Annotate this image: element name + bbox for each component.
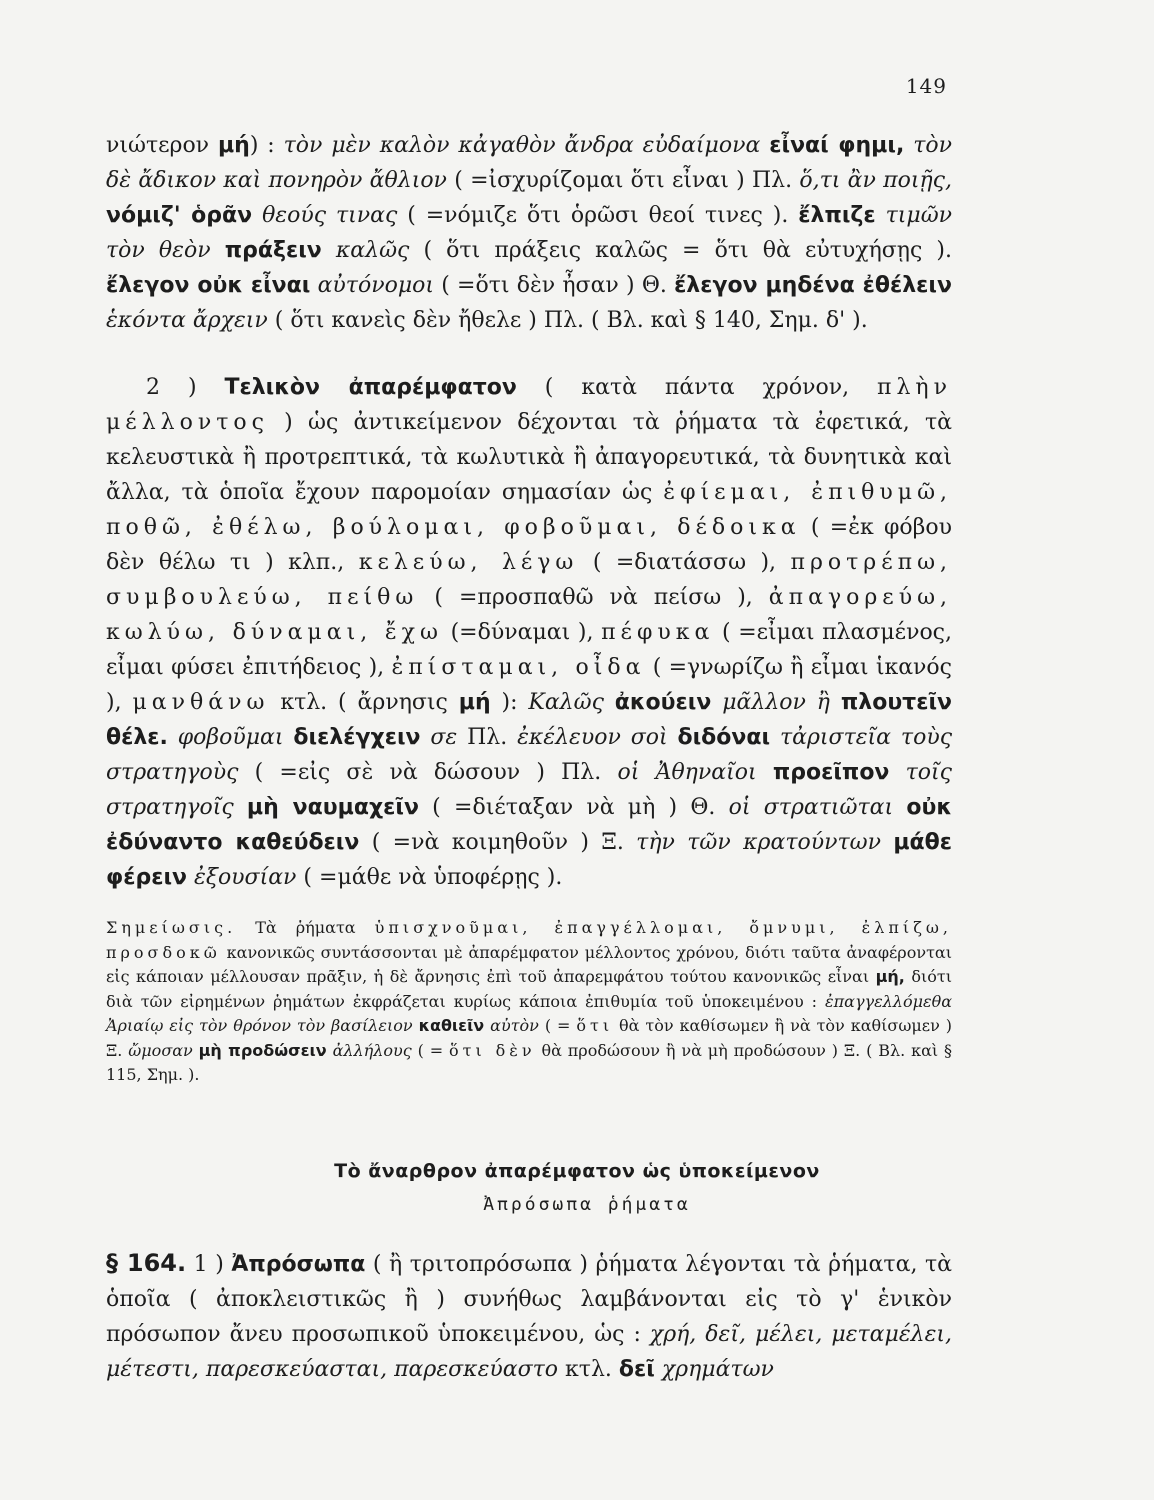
paragraph-continuation (106, 128, 952, 338)
text-run: ( =εἰς σὲ νὰ δώσουν ) Πλ. (238, 760, 618, 785)
text-run: ἑκόντα ἄρχειν (106, 308, 268, 333)
text-run: ( =διέταξαν νὰ μὴ ) Θ. (418, 795, 729, 820)
text-run: πράξειν (224, 238, 322, 263)
text-run: οἱ Ἀθηναῖοι (617, 760, 757, 785)
text-run: αὐτόνομοι (317, 273, 435, 298)
text-run: σε (430, 725, 458, 750)
text-run: ( =εἶμαι πλασμένος, εἶμαι φύσει ἐπιτήδειος ), (106, 620, 952, 680)
text-run: μή (217, 133, 250, 158)
text-run (234, 795, 247, 820)
text-run (904, 133, 913, 158)
text-run: ἀπαγορεύω, κωλύω, δύναμαι, ἔχω (106, 585, 952, 645)
text-run: μή, (875, 967, 905, 986)
text-run: ἔλεγον οὐκ εἶναι (106, 273, 311, 298)
text-run: ἐπαγγελλόμεθα Ἀριαίῳ εἰς τὸν θρόνον τὸν βασίλειον (106, 991, 952, 1035)
section-subheading: Ἀπρόσωπα ῥήματα (483, 1194, 691, 1215)
text-run: ): (490, 690, 529, 715)
text-run: προτρέπω, συμβουλεύω, πείθω (106, 550, 953, 610)
text-run: ( =νὰ κοιμηθοῦν ) Ξ. (359, 830, 637, 855)
text-run: 1 ) (186, 1252, 232, 1277)
text-run: δεῖ (618, 1357, 655, 1382)
text-run: πλουτεῖν θέλε. (106, 690, 953, 750)
text-run (252, 203, 262, 228)
text-run: § 164. (106, 1249, 187, 1277)
text-run: τιμῶν τὸν θεὸν (106, 203, 953, 263)
text-run: ) ὡς ἀντικείμενον δέχονται τὰ ῥήματα τὰ ἐφετικά, τὰ κελευστικὰ ἢ προτρεπτικά, τὰ κωλυτικὰ ἢ ἀπαγορευτικά, τὰ δυνητικὰ καὶ ἄλλα, τὰ ὁποῖα ἔχουν παρομοίαν σημασίαν ὡς (106, 410, 952, 505)
text-run (711, 690, 722, 715)
text-run: ὅ,τι ἂν ποιῇς, (799, 168, 952, 193)
text-run (211, 238, 225, 263)
text-run: φοβοῦμαι (177, 725, 284, 750)
text-run (881, 830, 893, 855)
text-run: ( ὅτι πράξεις καλῶς = ὅτι θὰ εὐτυχήσῃς ). (409, 238, 952, 263)
text-run: ὤμοσαν (128, 1040, 193, 1060)
text-run: (=δύναμαι ), (442, 620, 602, 645)
text-run: αὐτὸν (490, 1016, 539, 1035)
text-run: ( =ἰσχυρίζομαι ὅτι εἶναι ) Πλ. (446, 168, 800, 193)
text-run (760, 133, 769, 158)
text-run (876, 203, 886, 228)
text-run (421, 725, 431, 750)
note-paragraph (106, 916, 952, 1088)
text-run: ( =γνωρίζω ἢ εἶμαι ἱκανός ), (106, 655, 952, 715)
text-run: νιώτερον (106, 133, 218, 158)
text-run: ἐπίσταμαι, οἶδα (391, 655, 646, 680)
text-run (187, 865, 194, 890)
text-run: Τὰ ῥήματα (236, 918, 375, 937)
text-run (757, 760, 773, 785)
text-run (168, 725, 178, 750)
text-run: καθιεῖν (418, 1016, 485, 1035)
text-run: χρημάτων (661, 1357, 774, 1382)
text-run: ἔλπιζε (798, 203, 876, 228)
text-run: μὴ προδώσειν (198, 1040, 327, 1060)
text-run: τὸν μὲν καλὸν κἀγαθὸν ἄνδρα εὐδαίμονα (283, 133, 761, 158)
text-run: ( = (538, 1016, 577, 1035)
text-run: κτλ. ( ἄρνησις (269, 690, 459, 715)
text-run: τὸν δὲ ἄδικον καὶ πονηρὸν ἄθλιον (106, 133, 952, 193)
text-run (322, 238, 336, 263)
section-heading: Τὸ ἄναρθρον ἀπαρέμφατον ὡς ὑποκείμενον (334, 1160, 820, 1182)
text-run: ( =ἐκ φόβου δὲν θέλω τι ) κλπ., (106, 515, 953, 575)
text-run: ( =προσπαθῶ νὰ πείσω ), (418, 585, 769, 610)
text-run (893, 795, 906, 820)
text-run: ἐξουσίαν (194, 865, 297, 890)
text-run: ὅτι δὲν (449, 1040, 536, 1060)
text-run: τοῖς στρατηγοῖς (106, 760, 953, 820)
text-run: διδόναι (677, 725, 771, 750)
text-run (770, 725, 780, 750)
text-run: τὴν τῶν κρατούντων (636, 830, 881, 855)
text-run: μανθάνω (132, 690, 270, 715)
text-run: πέφυκα (601, 620, 715, 645)
text-run: κανονικῶς συντάσσονται μὲ ἀπαρέμφατον μέλλοντος χρόνου, διότι ταῦτα ἀναφέρονται εἰς κάποιαν μέλλουσαν πρᾶξιν, ἡ δὲ ἄρνησις ἐπὶ τοῦ ἀπαρεμφάτου τούτου κανονικῶς εἶναι (106, 942, 952, 986)
text-run: 2 ) (146, 375, 225, 400)
text-run: χρή, δεῖ, μέλει, μεταμέλει, μέτεστι, παρεσκεύασται, παρεσκεύαστο (106, 1322, 953, 1382)
text-run: ( =μάθε νὰ ὑποφέρῃς ). (296, 865, 563, 890)
text-run: τἀριστεῖα τοὺς στρατηγοὺς (106, 725, 953, 785)
text-run: εἶναί φημι, (769, 133, 905, 158)
text-run: ( =διατάσσω ), (578, 550, 791, 575)
text-run: ) : (249, 133, 284, 158)
paragraph-teliko-aparemfato (106, 370, 952, 895)
text-run (830, 690, 841, 715)
text-run: κελεύω, λέγω (358, 550, 579, 575)
text-run: θὰ τὸν καθίσωμεν ἢ νὰ τὸν καθίσωμεν ) Ξ. (106, 1016, 952, 1060)
text-run: Πλ. (457, 725, 518, 750)
text-run: μὴ ναυμαχεῖν (246, 795, 419, 820)
text-run: ἐφίεμαι, ἐπιθυμῶ, ποθῶ, ἐθέλω, βούλομαι, φοβοῦμαι, δέδοικα (106, 480, 953, 540)
text-run: Σημείωσις. (106, 918, 237, 937)
text-run: κτλ. (558, 1357, 619, 1382)
text-run (889, 760, 905, 785)
text-run: ( ὅτι κανεὶς δὲν ἤθελε ) Πλ. ( Βλ. καὶ § 140, Σημ. δ' ). (267, 308, 868, 333)
text-run (668, 725, 678, 750)
text-run: ( κατὰ πάντα χρόνον, (516, 375, 878, 400)
text-run: θὰ προδώσουν ἢ νὰ μὴ προδώσουν ) Ξ. ( Βλ. καὶ § 115, Σημ. ). (106, 1040, 953, 1084)
text-run: ἐκέλευον σοὶ (517, 725, 668, 750)
text-run: ἀκούειν (614, 690, 712, 715)
text-run (284, 725, 294, 750)
text-run: νόμιζ' ὁρᾶν (106, 203, 253, 228)
text-run: προεῖπον (772, 760, 890, 785)
text-run: ὑπισχνοῦμαι, ἐπαγγέλλομαι, ὄμνυμι, ἐλπίζω, προσδοκῶ (106, 918, 952, 962)
text-run (310, 273, 317, 298)
text-run: μή (458, 690, 491, 715)
text-run: ( = (411, 1040, 449, 1060)
text-run: διελέγχειν (293, 725, 421, 750)
text-run: ( ἢ τριτοπρόσωπα ) ῥήματα λέγονται τὰ ῥήματα, τὰ ὁποῖα ( ἀποκλειστικῶς ἢ ) συνήθως λαμβάνονται εἰς τὸ γ' ἑνικὸν πρόσωπον ἄνευ προσωπικοῦ ὑποκειμένου, ὡς : (106, 1252, 952, 1347)
text-run: Ἀπρόσωπα (231, 1252, 366, 1277)
text-run: οἱ στρατιῶται (728, 795, 894, 820)
text-run: Τελικὸν ἀπαρέμφατον (224, 375, 517, 400)
text-run: μάθε φέρειν (106, 830, 952, 890)
text-run: οὐκ ἐδύναντο καθεύδειν (106, 795, 953, 855)
text-run: ἔλεγον μηδένα ἐθέλειν (674, 273, 952, 298)
text-run (604, 690, 615, 715)
text-run: ( =νόμιζε ὅτι ὁρῶσι θεοί τινες ). (397, 203, 799, 228)
text-run: μᾶλλον ἢ (722, 690, 830, 715)
text-run: ( =ὅτι δὲν ἦσαν ) Θ. (434, 273, 675, 298)
text-run: θεούς τινας (262, 203, 398, 228)
text-run: πλὴν μέλλοντος (106, 375, 952, 435)
text-run: ὅτι (576, 1016, 614, 1035)
paragraph-section-164 (106, 1246, 952, 1387)
text-run: ἀλλήλους (332, 1040, 412, 1060)
text-run: καλῶς (335, 238, 410, 263)
text-run: διότι διὰ τῶν εἰρημένων ῥημάτων ἐκφράζεται κυρίως κάποια ἐπιθυμία τοῦ ὑποκειμένου : (106, 967, 953, 1011)
text-run: Καλῶς (528, 690, 604, 715)
page-number: 149 (905, 74, 947, 98)
text-run (655, 1357, 662, 1382)
